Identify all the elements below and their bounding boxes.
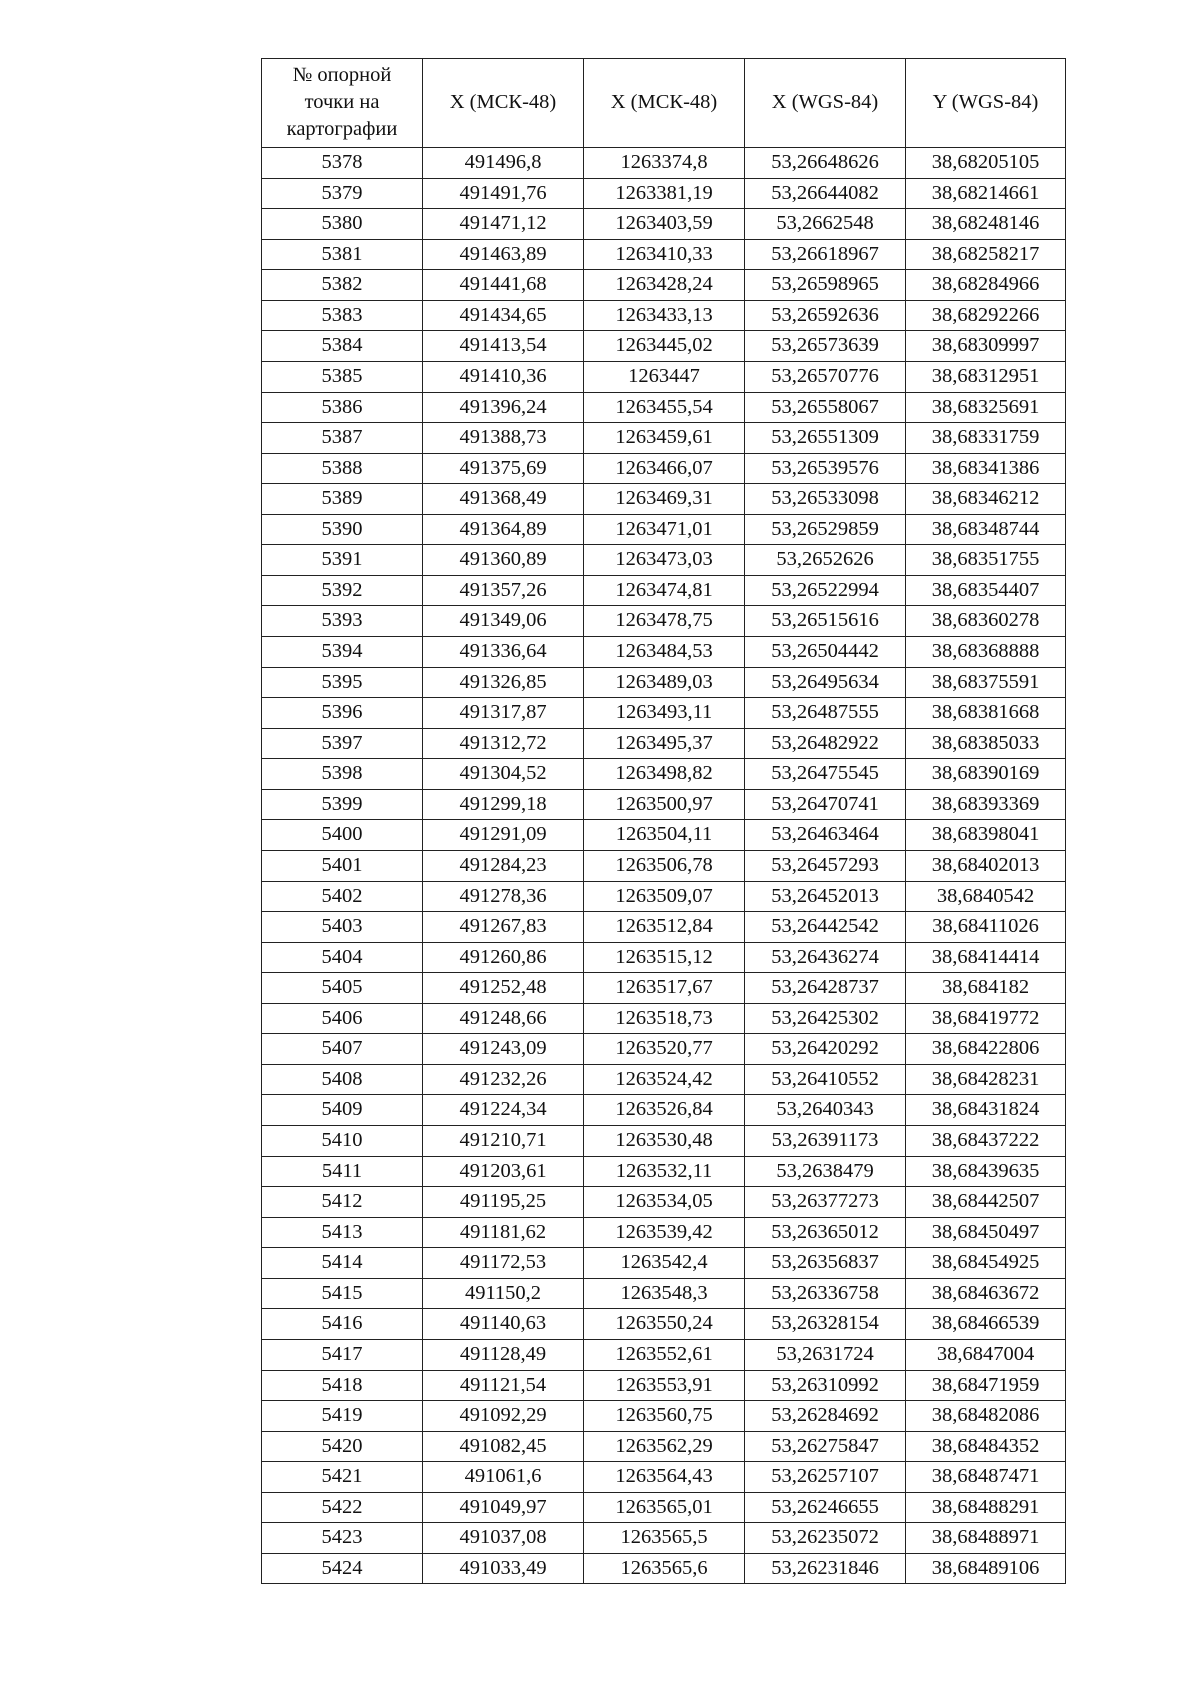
cell-point-number: 5402 [262, 882, 423, 913]
cell-x-msk48: 491357,26 [423, 576, 584, 607]
cell-point-number: 5385 [262, 362, 423, 393]
cell-x-msk48-second: 1263489,03 [584, 668, 745, 699]
cell-point-number: 5400 [262, 820, 423, 851]
cell-y-wgs84: 38,68346212 [906, 484, 1066, 515]
cell-x-msk48-second: 1263550,24 [584, 1309, 745, 1340]
cell-x-msk48: 491360,89 [423, 545, 584, 576]
cell-y-wgs84: 38,68482086 [906, 1401, 1066, 1432]
cell-point-number: 5384 [262, 331, 423, 362]
cell-x-msk48-second: 1263403,59 [584, 209, 745, 240]
cell-x-msk48: 491304,52 [423, 759, 584, 790]
cell-point-number: 5380 [262, 209, 423, 240]
cell-point-number: 5393 [262, 606, 423, 637]
cell-x-msk48-second: 1263526,84 [584, 1095, 745, 1126]
cell-point-number: 5389 [262, 484, 423, 515]
cell-x-wgs84: 53,26463464 [745, 820, 906, 851]
cell-x-wgs84: 53,2638479 [745, 1157, 906, 1188]
cell-point-number: 5383 [262, 301, 423, 332]
table-row [262, 637, 1066, 668]
cell-x-msk48-second: 1263512,84 [584, 912, 745, 943]
cell-x-msk48: 491317,87 [423, 698, 584, 729]
cell-point-number: 5419 [262, 1401, 423, 1432]
cell-x-msk48-second: 1263495,37 [584, 729, 745, 760]
header-x-msk48: X (МСК-48) [423, 59, 584, 148]
cell-x-wgs84: 53,26428737 [745, 973, 906, 1004]
table-row [262, 1034, 1066, 1065]
table-row [262, 454, 1066, 485]
cell-x-msk48-second: 1263381,19 [584, 179, 745, 210]
cell-x-wgs84: 53,26504442 [745, 637, 906, 668]
cell-x-msk48-second: 1263478,75 [584, 606, 745, 637]
table-row [262, 1554, 1066, 1585]
cell-x-wgs84: 53,26328154 [745, 1309, 906, 1340]
cell-y-wgs84: 38,68381668 [906, 698, 1066, 729]
cell-x-msk48-second: 1263517,67 [584, 973, 745, 1004]
cell-x-msk48-second: 1263562,29 [584, 1432, 745, 1463]
cell-y-wgs84: 38,68484352 [906, 1432, 1066, 1463]
cell-x-msk48: 491248,66 [423, 1004, 584, 1035]
cell-y-wgs84: 38,68351755 [906, 545, 1066, 576]
cell-x-wgs84: 53,26257107 [745, 1462, 906, 1493]
cell-y-wgs84: 38,68442507 [906, 1187, 1066, 1218]
cell-x-wgs84: 53,26533098 [745, 484, 906, 515]
cell-point-number: 5388 [262, 454, 423, 485]
cell-x-wgs84: 53,26551309 [745, 423, 906, 454]
table-row [262, 1401, 1066, 1432]
table-row [262, 1126, 1066, 1157]
cell-point-number: 5414 [262, 1248, 423, 1279]
cell-x-msk48-second: 1263518,73 [584, 1004, 745, 1035]
cell-x-msk48-second: 1263565,01 [584, 1493, 745, 1524]
cell-x-wgs84: 53,26592636 [745, 301, 906, 332]
cell-x-msk48: 491181,62 [423, 1218, 584, 1249]
cell-x-wgs84: 53,26515616 [745, 606, 906, 637]
cell-y-wgs84: 38,68292266 [906, 301, 1066, 332]
cell-y-wgs84: 38,68312951 [906, 362, 1066, 393]
cell-y-wgs84: 38,68360278 [906, 606, 1066, 637]
cell-x-msk48-second: 1263455,54 [584, 393, 745, 424]
cell-point-number: 5415 [262, 1279, 423, 1310]
cell-x-msk48: 491336,64 [423, 637, 584, 668]
cell-y-wgs84: 38,68489106 [906, 1554, 1066, 1585]
cell-x-msk48-second: 1263560,75 [584, 1401, 745, 1432]
cell-x-wgs84: 53,26336758 [745, 1279, 906, 1310]
cell-point-number: 5382 [262, 270, 423, 301]
cell-y-wgs84: 38,68437222 [906, 1126, 1066, 1157]
cell-x-wgs84: 53,26618967 [745, 240, 906, 271]
cell-y-wgs84: 38,684182 [906, 973, 1066, 1004]
header-x-msk48-second: X (МСК-48) [584, 59, 745, 148]
cell-x-wgs84: 53,2662548 [745, 209, 906, 240]
cell-x-msk48-second: 1263532,11 [584, 1157, 745, 1188]
cell-x-msk48: 491252,48 [423, 973, 584, 1004]
cell-x-wgs84: 53,26420292 [745, 1034, 906, 1065]
cell-x-wgs84: 53,2631724 [745, 1340, 906, 1371]
cell-x-msk48: 491092,29 [423, 1401, 584, 1432]
table-row [262, 729, 1066, 760]
table-row [262, 209, 1066, 240]
cell-x-msk48: 491140,63 [423, 1309, 584, 1340]
table-row [262, 1462, 1066, 1493]
cell-x-msk48: 491299,18 [423, 790, 584, 821]
cell-x-msk48-second: 1263565,6 [584, 1554, 745, 1585]
cell-y-wgs84: 38,68205105 [906, 148, 1066, 179]
header-point-number-lines [287, 62, 398, 143]
cell-point-number: 5411 [262, 1157, 423, 1188]
cell-point-number: 5407 [262, 1034, 423, 1065]
cell-y-wgs84: 38,68411026 [906, 912, 1066, 943]
cell-x-msk48: 491463,89 [423, 240, 584, 271]
cell-point-number: 5381 [262, 240, 423, 271]
cell-x-msk48-second: 1263459,61 [584, 423, 745, 454]
table-row [262, 423, 1066, 454]
header-point-number-line: точки на [304, 90, 380, 113]
table-row [262, 851, 1066, 882]
cell-y-wgs84: 38,68488291 [906, 1493, 1066, 1524]
cell-x-msk48: 491349,06 [423, 606, 584, 637]
table-body [262, 148, 1066, 1584]
cell-y-wgs84: 38,68348744 [906, 515, 1066, 546]
cell-point-number: 5424 [262, 1554, 423, 1585]
table-row [262, 668, 1066, 699]
cell-x-msk48-second: 1263433,13 [584, 301, 745, 332]
cell-y-wgs84: 38,68487471 [906, 1462, 1066, 1493]
cell-point-number: 5404 [262, 943, 423, 974]
cell-x-wgs84: 53,26470741 [745, 790, 906, 821]
cell-point-number: 5421 [262, 1462, 423, 1493]
cell-x-wgs84: 53,26452013 [745, 882, 906, 913]
cell-x-msk48: 491413,54 [423, 331, 584, 362]
cell-x-msk48-second: 1263524,42 [584, 1065, 745, 1096]
cell-point-number: 5420 [262, 1432, 423, 1463]
cell-y-wgs84: 38,68454925 [906, 1248, 1066, 1279]
cell-x-wgs84: 53,26558067 [745, 393, 906, 424]
cell-x-wgs84: 53,26644082 [745, 179, 906, 210]
cell-y-wgs84: 38,68419772 [906, 1004, 1066, 1035]
cell-x-msk48-second: 1263539,42 [584, 1218, 745, 1249]
cell-x-msk48: 491364,89 [423, 515, 584, 546]
cell-x-wgs84: 53,26436274 [745, 943, 906, 974]
cell-x-msk48: 491326,85 [423, 668, 584, 699]
table-row [262, 270, 1066, 301]
cell-y-wgs84: 38,6847004 [906, 1340, 1066, 1371]
cell-y-wgs84: 38,68248146 [906, 209, 1066, 240]
cell-x-msk48: 491033,49 [423, 1554, 584, 1585]
cell-x-msk48: 491128,49 [423, 1340, 584, 1371]
cell-x-msk48-second: 1263469,31 [584, 484, 745, 515]
cell-x-msk48-second: 1263509,07 [584, 882, 745, 913]
cell-point-number: 5397 [262, 729, 423, 760]
cell-y-wgs84: 38,68488971 [906, 1523, 1066, 1554]
cell-x-msk48: 491441,68 [423, 270, 584, 301]
table-row [262, 790, 1066, 821]
header-point-number-line: № опорной [292, 63, 392, 86]
table-row [262, 882, 1066, 913]
cell-x-msk48-second: 1263445,02 [584, 331, 745, 362]
cell-x-msk48: 491471,12 [423, 209, 584, 240]
table-header-row [262, 59, 1066, 148]
cell-x-msk48: 491291,09 [423, 820, 584, 851]
cell-x-wgs84: 53,26356837 [745, 1248, 906, 1279]
cell-x-wgs84: 53,26495634 [745, 668, 906, 699]
cell-x-msk48: 491172,53 [423, 1248, 584, 1279]
cell-x-msk48-second: 1263504,11 [584, 820, 745, 851]
table-row [262, 820, 1066, 851]
table-row [262, 484, 1066, 515]
cell-x-msk48: 491150,2 [423, 1279, 584, 1310]
table-row [262, 515, 1066, 546]
table-row [262, 148, 1066, 179]
cell-y-wgs84: 38,68471959 [906, 1371, 1066, 1402]
cell-point-number: 5391 [262, 545, 423, 576]
cell-y-wgs84: 38,68414414 [906, 943, 1066, 974]
cell-x-msk48: 491491,76 [423, 179, 584, 210]
cell-x-wgs84: 53,26231846 [745, 1554, 906, 1585]
cell-x-msk48: 491203,61 [423, 1157, 584, 1188]
cell-y-wgs84: 38,68354407 [906, 576, 1066, 607]
cell-y-wgs84: 38,68450497 [906, 1218, 1066, 1249]
cell-x-msk48: 491375,69 [423, 454, 584, 485]
cell-point-number: 5412 [262, 1187, 423, 1218]
table-row [262, 759, 1066, 790]
cell-point-number: 5423 [262, 1523, 423, 1554]
cell-y-wgs84: 38,68398041 [906, 820, 1066, 851]
cell-point-number: 5406 [262, 1004, 423, 1035]
cell-x-wgs84: 53,26570776 [745, 362, 906, 393]
cell-x-msk48: 491267,83 [423, 912, 584, 943]
cell-x-msk48-second: 1263474,81 [584, 576, 745, 607]
cell-point-number: 5405 [262, 973, 423, 1004]
cell-x-wgs84: 53,26482922 [745, 729, 906, 760]
cell-x-msk48-second: 1263484,53 [584, 637, 745, 668]
cell-point-number: 5392 [262, 576, 423, 607]
cell-y-wgs84: 38,68375591 [906, 668, 1066, 699]
table-row [262, 1004, 1066, 1035]
table-row [262, 545, 1066, 576]
table-row [262, 1157, 1066, 1188]
header-point-number-line: картографии [286, 117, 398, 140]
cell-x-msk48: 491278,36 [423, 882, 584, 913]
cell-x-msk48-second: 1263473,03 [584, 545, 745, 576]
table-row [262, 240, 1066, 271]
table-row [262, 606, 1066, 637]
cell-x-msk48-second: 1263500,97 [584, 790, 745, 821]
table-row [262, 362, 1066, 393]
cell-x-wgs84: 53,26377273 [745, 1187, 906, 1218]
cell-x-msk48: 491410,36 [423, 362, 584, 393]
cell-point-number: 5403 [262, 912, 423, 943]
cell-x-msk48-second: 1263542,4 [584, 1248, 745, 1279]
cell-x-wgs84: 53,26573639 [745, 331, 906, 362]
cell-point-number: 5386 [262, 393, 423, 424]
cell-x-msk48: 491210,71 [423, 1126, 584, 1157]
table-row [262, 1493, 1066, 1524]
cell-y-wgs84: 38,68428231 [906, 1065, 1066, 1096]
cell-x-msk48: 491243,09 [423, 1034, 584, 1065]
cell-x-wgs84: 53,26235072 [745, 1523, 906, 1554]
cell-x-msk48: 491388,73 [423, 423, 584, 454]
cell-x-wgs84: 53,26246655 [745, 1493, 906, 1524]
cell-x-msk48-second: 1263498,82 [584, 759, 745, 790]
cell-point-number: 5417 [262, 1340, 423, 1371]
cell-x-msk48-second: 1263530,48 [584, 1126, 745, 1157]
table-row [262, 1432, 1066, 1463]
table-row [262, 1309, 1066, 1340]
cell-x-wgs84: 53,26410552 [745, 1065, 906, 1096]
cell-y-wgs84: 38,68214661 [906, 179, 1066, 210]
cell-x-msk48: 491284,23 [423, 851, 584, 882]
cell-x-wgs84: 53,26365012 [745, 1218, 906, 1249]
table-row [262, 179, 1066, 210]
cell-y-wgs84: 38,68258217 [906, 240, 1066, 271]
cell-x-msk48: 491434,65 [423, 301, 584, 332]
cell-point-number: 5379 [262, 179, 423, 210]
cell-y-wgs84: 38,68309997 [906, 331, 1066, 362]
cell-point-number: 5422 [262, 1493, 423, 1524]
cell-y-wgs84: 38,68284966 [906, 270, 1066, 301]
cell-point-number: 5413 [262, 1218, 423, 1249]
table-row [262, 1340, 1066, 1371]
cell-y-wgs84: 38,68331759 [906, 423, 1066, 454]
cell-y-wgs84: 38,68385033 [906, 729, 1066, 760]
header-point-number [262, 59, 423, 148]
cell-x-wgs84: 53,26310992 [745, 1371, 906, 1402]
table-row [262, 1248, 1066, 1279]
cell-point-number: 5396 [262, 698, 423, 729]
cell-x-wgs84: 53,26391173 [745, 1126, 906, 1157]
cell-x-msk48-second: 1263520,77 [584, 1034, 745, 1065]
cell-x-msk48: 491260,86 [423, 943, 584, 974]
cell-x-msk48: 491232,26 [423, 1065, 584, 1096]
table-row [262, 973, 1066, 1004]
table-row [262, 943, 1066, 974]
cell-x-wgs84: 53,26598965 [745, 270, 906, 301]
cell-y-wgs84: 38,68431824 [906, 1095, 1066, 1126]
cell-x-wgs84: 53,26284692 [745, 1401, 906, 1432]
cell-x-msk48-second: 1263410,33 [584, 240, 745, 271]
cell-x-msk48-second: 1263374,8 [584, 148, 745, 179]
cell-point-number: 5394 [262, 637, 423, 668]
cell-y-wgs84: 38,68422806 [906, 1034, 1066, 1065]
cell-x-msk48: 491037,08 [423, 1523, 584, 1554]
cell-y-wgs84: 38,68368888 [906, 637, 1066, 668]
cell-x-msk48: 491224,34 [423, 1095, 584, 1126]
table-row [262, 912, 1066, 943]
table-row [262, 1095, 1066, 1126]
cell-x-msk48: 491496,8 [423, 148, 584, 179]
cell-x-msk48: 491368,49 [423, 484, 584, 515]
cell-point-number: 5390 [262, 515, 423, 546]
cell-x-msk48: 491396,24 [423, 393, 584, 424]
cell-y-wgs84: 38,68393369 [906, 790, 1066, 821]
cell-x-msk48-second: 1263553,91 [584, 1371, 745, 1402]
cell-point-number: 5398 [262, 759, 423, 790]
table-row [262, 1187, 1066, 1218]
cell-x-msk48-second: 1263515,12 [584, 943, 745, 974]
cell-point-number: 5409 [262, 1095, 423, 1126]
cell-x-msk48: 491061,6 [423, 1462, 584, 1493]
cell-point-number: 5416 [262, 1309, 423, 1340]
cell-x-wgs84: 53,26442542 [745, 912, 906, 943]
cell-x-wgs84: 53,26522994 [745, 576, 906, 607]
cell-x-wgs84: 53,2652626 [745, 545, 906, 576]
table-row [262, 331, 1066, 362]
coordinates-table [261, 58, 1066, 1584]
cell-y-wgs84: 38,68439635 [906, 1157, 1066, 1188]
table-row [262, 1371, 1066, 1402]
cell-x-msk48-second: 1263534,05 [584, 1187, 745, 1218]
cell-y-wgs84: 38,68325691 [906, 393, 1066, 424]
cell-point-number: 5399 [262, 790, 423, 821]
cell-y-wgs84: 38,68390169 [906, 759, 1066, 790]
header-x-wgs84: X (WGS-84) [745, 59, 906, 148]
cell-y-wgs84: 38,68402013 [906, 851, 1066, 882]
cell-x-msk48-second: 1263565,5 [584, 1523, 745, 1554]
cell-x-wgs84: 53,26275847 [745, 1432, 906, 1463]
cell-x-msk48-second: 1263447 [584, 362, 745, 393]
cell-x-msk48: 491082,45 [423, 1432, 584, 1463]
table-row [262, 1218, 1066, 1249]
table-row [262, 1065, 1066, 1096]
cell-x-msk48-second: 1263564,43 [584, 1462, 745, 1493]
table-row [262, 1279, 1066, 1310]
cell-point-number: 5378 [262, 148, 423, 179]
cell-x-msk48: 491121,54 [423, 1371, 584, 1402]
cell-x-wgs84: 53,26457293 [745, 851, 906, 882]
cell-x-wgs84: 53,26648626 [745, 148, 906, 179]
cell-y-wgs84: 38,68466539 [906, 1309, 1066, 1340]
cell-y-wgs84: 38,68463672 [906, 1279, 1066, 1310]
cell-point-number: 5401 [262, 851, 423, 882]
cell-x-msk48-second: 1263506,78 [584, 851, 745, 882]
cell-point-number: 5410 [262, 1126, 423, 1157]
cell-x-msk48: 491312,72 [423, 729, 584, 760]
cell-x-wgs84: 53,26529859 [745, 515, 906, 546]
cell-point-number: 5408 [262, 1065, 423, 1096]
cell-y-wgs84: 38,6840542 [906, 882, 1066, 913]
cell-x-msk48-second: 1263552,61 [584, 1340, 745, 1371]
cell-point-number: 5418 [262, 1371, 423, 1402]
cell-point-number: 5395 [262, 668, 423, 699]
cell-y-wgs84: 38,68341386 [906, 454, 1066, 485]
table-row [262, 698, 1066, 729]
cell-x-msk48-second: 1263428,24 [584, 270, 745, 301]
table-row [262, 1523, 1066, 1554]
cell-x-wgs84: 53,26487555 [745, 698, 906, 729]
cell-x-wgs84: 53,26425302 [745, 1004, 906, 1035]
table-row [262, 576, 1066, 607]
cell-x-msk48-second: 1263548,3 [584, 1279, 745, 1310]
table-row [262, 393, 1066, 424]
cell-x-msk48: 491049,97 [423, 1493, 584, 1524]
table-row [262, 301, 1066, 332]
cell-x-msk48: 491195,25 [423, 1187, 584, 1218]
cell-x-msk48-second: 1263471,01 [584, 515, 745, 546]
cell-x-wgs84: 53,26475545 [745, 759, 906, 790]
cell-x-wgs84: 53,26539576 [745, 454, 906, 485]
cell-point-number: 5387 [262, 423, 423, 454]
cell-x-msk48-second: 1263493,11 [584, 698, 745, 729]
cell-x-wgs84: 53,2640343 [745, 1095, 906, 1126]
cell-x-msk48-second: 1263466,07 [584, 454, 745, 485]
header-y-wgs84: Y (WGS-84) [906, 59, 1066, 148]
